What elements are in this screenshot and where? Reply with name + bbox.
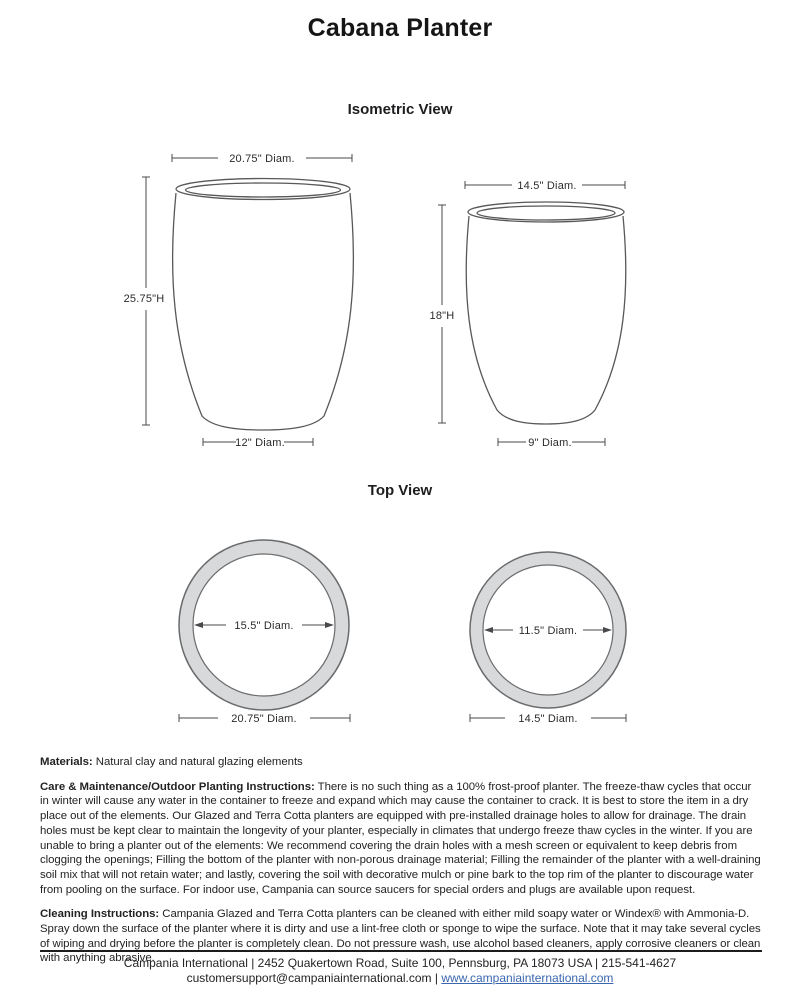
care-maintenance-label: Care & Maintenance/Outdoor Planting Instructions: bbox=[40, 780, 315, 793]
footer-website-link[interactable]: www.campaniainternational.com bbox=[441, 971, 614, 985]
large-planter-height-dimension bbox=[124, 177, 165, 425]
materials-text: Natural clay and natural glazing elements bbox=[92, 756, 303, 768]
small-planter-bottom-diameter-dimension bbox=[498, 437, 605, 449]
large-planter-top-diameter-dimension bbox=[172, 153, 352, 165]
page-title: Cabana Planter bbox=[307, 14, 493, 42]
large-planter-top-diameter-label: 20.75" Diam. bbox=[229, 153, 295, 165]
small-planter-bottom-diameter-label: 9" Diam. bbox=[528, 437, 572, 449]
footer-separator: | bbox=[431, 971, 442, 985]
large-planter-height-label: 25.75"H bbox=[123, 293, 165, 305]
cleaning-text: Campania Glazed and Terra Cotta planters can be cleaned with either mild soapy water or Windex® with Ammonia-D. Spray down the surface of the planter where it is dirty and use a lint-free cloth or sponge to wipe the surface. Note that it may take several cycles of wiping and drying before the planter is completely clean. Do not pressure wash, use alcohol based cleaners, apply corrosive cleaners or clean with anything abrasive. bbox=[40, 908, 761, 965]
large-planter-top-view-drawing bbox=[160, 520, 370, 735]
footer-email: customersupport@campaniainternational.com bbox=[186, 971, 432, 985]
large-planter-bottom-diameter-label: 12" Diam. bbox=[235, 437, 285, 449]
footer-contact-line bbox=[0, 971, 800, 985]
large-planter-isometric-drawing bbox=[100, 140, 380, 460]
footer-address-line: Campania International | 2452 Quakertown Road, Suite 100, Pennsburg, PA 18073 USA | 215-541-4627 bbox=[123, 956, 677, 970]
small-planter-outer-diameter-label: 14.5" Diam. bbox=[518, 713, 578, 725]
small-planter-isometric-drawing bbox=[420, 160, 660, 460]
small-planter-outer-diameter-dimension bbox=[470, 713, 626, 725]
isometric-view-heading: Isometric View bbox=[347, 101, 453, 118]
small-planter-height-dimension bbox=[430, 205, 455, 423]
top-view-heading: Top View bbox=[367, 482, 433, 499]
small-planter-top-diameter-dimension bbox=[465, 180, 625, 192]
small-planter-inner-diameter-label: 11.5" Diam. bbox=[518, 625, 578, 637]
small-planter-outline bbox=[466, 202, 626, 424]
care-maintenance-text: There is no such thing as a 100% frost-proof planter. The freeze-thaw cycles that occur in winter will cause any water in the container to freeze and expand which may cause the container to crack. It is best to store the item in a dry place out of the elements. Our Glazed and Terra Cotta planters are equipped with pre-installed drainage holes to allow for drainage. The drain holes must be kept clear to maintain the longevity of your planter, especially in climates that undergo freeze thaw cycles in the winter. If you are unable to bring a planter out of the elements: We recommend covering the drain holes with a mesh screen or equivalent to keep debris from clogging the openings; Filling the bottom of the planter with non-porous drainage material; Filling the remainder of the planter with a well-draining soil mix that will not retain water; and lastly, covering the soil with decorative mulch or pine bark to the top rim of the planter to discourage water from pooling on the surface. For indoor use, Campania can source saucers for special orders and plugs are available upon request. bbox=[40, 780, 761, 896]
footer-divider bbox=[40, 950, 762, 952]
care-maintenance-paragraph bbox=[40, 780, 762, 898]
materials-label: Materials: bbox=[40, 756, 93, 768]
instructions-text-block bbox=[40, 755, 762, 976]
materials-paragraph bbox=[40, 755, 762, 770]
cleaning-label: Cleaning Instructions: bbox=[40, 908, 160, 921]
small-planter-top-diameter-label: 14.5" Diam. bbox=[517, 180, 577, 192]
small-planter-height-label: 18"H bbox=[429, 310, 455, 322]
large-planter-outline bbox=[173, 179, 354, 431]
large-planter-inner-diameter-label: 15.5" Diam. bbox=[234, 620, 294, 632]
small-planter-top-view-drawing bbox=[455, 535, 645, 730]
large-planter-outer-diameter-label: 20.75" Diam. bbox=[231, 713, 297, 725]
large-planter-bottom-diameter-dimension bbox=[203, 437, 313, 449]
large-planter-outer-diameter-dimension bbox=[179, 713, 350, 725]
